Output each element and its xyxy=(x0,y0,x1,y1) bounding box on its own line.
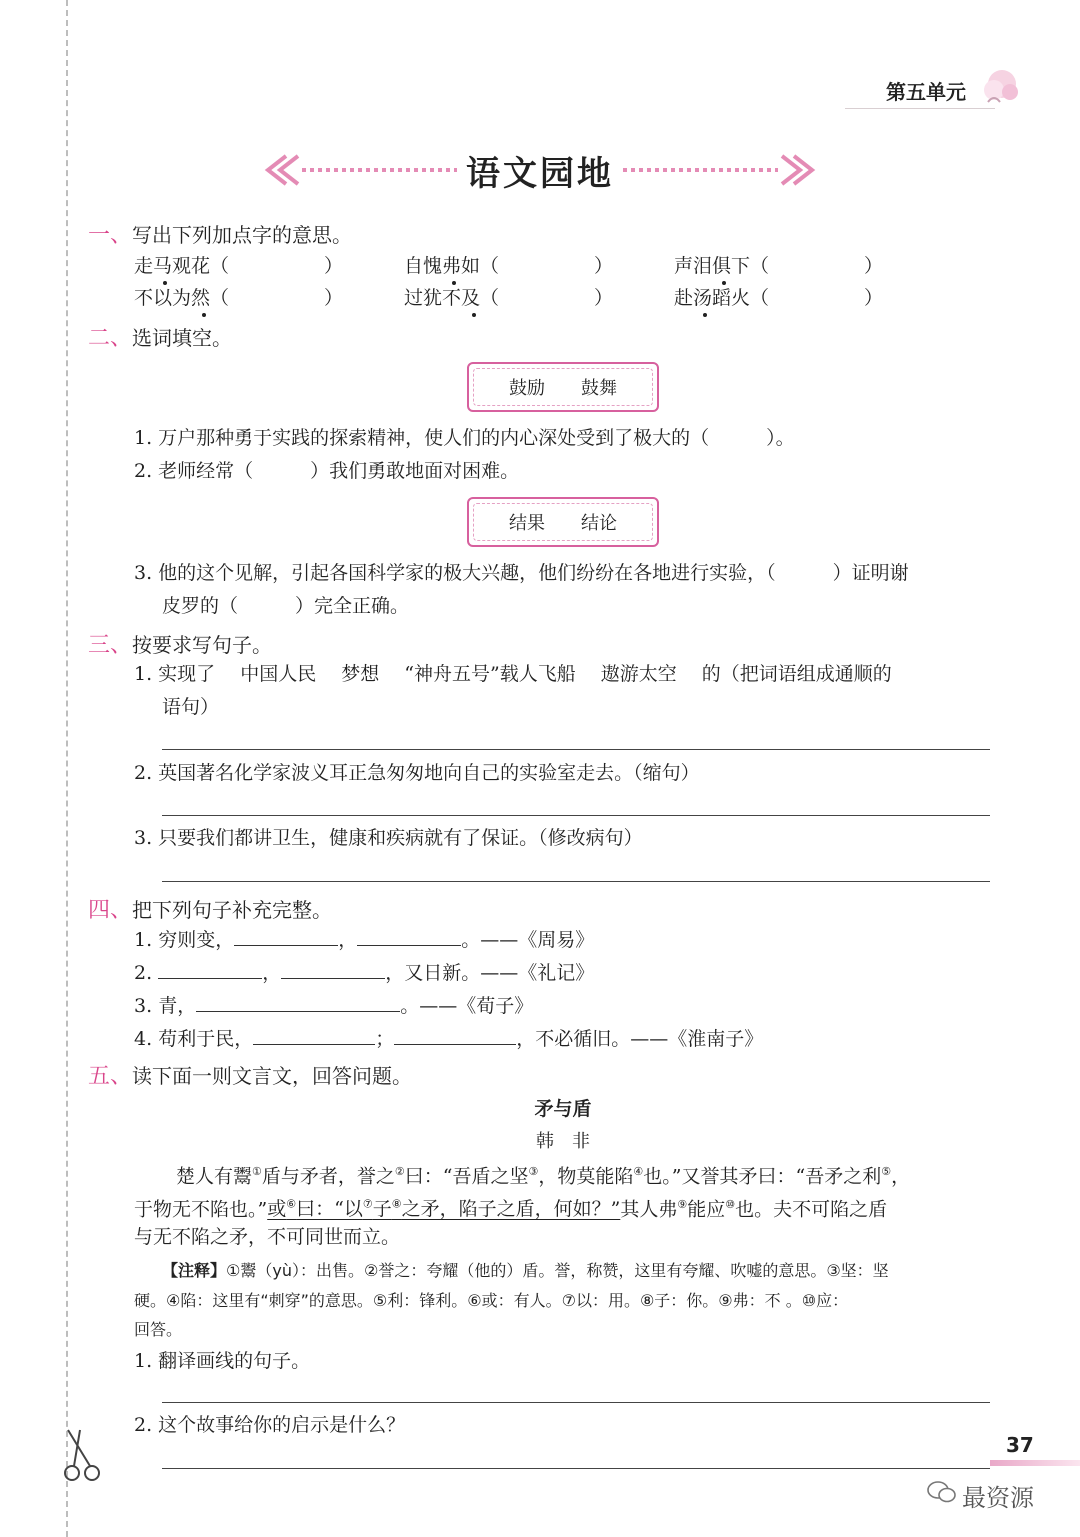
note-marker: ① xyxy=(252,1165,262,1178)
page-title-banner xyxy=(262,146,818,194)
idiom-word: 赴汤蹈火 xyxy=(674,287,751,309)
section-instruction: 选词填空。 xyxy=(132,326,233,350)
underlined-sentence: 或⑥曰：“以⑦子⑧之矛，陷子之盾，何如？” xyxy=(267,1198,621,1221)
idiom-item xyxy=(134,251,343,281)
note-marker: ③ xyxy=(528,1165,539,1178)
idiom-word: 不以为然 xyxy=(134,287,211,309)
answer-line[interactable] xyxy=(162,815,990,816)
section-number: 四、 xyxy=(88,898,133,923)
idiom-word: 走马观花 xyxy=(134,255,211,277)
note-marker: ⑩ xyxy=(725,1198,736,1211)
right-arrow-decoration-icon xyxy=(618,152,818,188)
passage-line: 楚人有鬻①盾与矛者，誉之②曰：“吾盾之坚③，物莫能陷④也。”又誉其矛曰：“吾矛之利⑤， xyxy=(176,1165,911,1188)
source-text: 。——《荀子》 xyxy=(400,995,534,1017)
question-text: 语句） xyxy=(162,696,220,718)
sentence-text: ， xyxy=(338,929,358,951)
answer-line[interactable] xyxy=(162,881,990,882)
fill-blank[interactable] xyxy=(394,1026,516,1045)
word-option: 鼓励 xyxy=(509,378,545,399)
source-text: ，不必循旧。——《淮南子》 xyxy=(516,1028,764,1050)
idiom-word: 过犹不及 xyxy=(404,287,481,309)
question-number: 4. xyxy=(134,1028,153,1050)
word-option: 鼓舞 xyxy=(581,378,617,399)
page-number: 37 xyxy=(1006,1433,1034,1457)
section-instruction: 读下面一则文言文，回答问题。 xyxy=(132,1064,413,1088)
note-marker: ⑥ xyxy=(286,1198,297,1211)
answer-line[interactable] xyxy=(162,1402,990,1403)
passage-author: 韩 非 xyxy=(536,1131,590,1152)
passage-line: 与无不陷之矛，不可同世而立。 xyxy=(134,1226,401,1248)
question-text: 1. 实现了 中国人民 梦想 “神舟五号”载人飞船 遨游太空 的（把词语组成通顺的 xyxy=(134,663,892,685)
question-text: 2. 老师经常（ ）我们勇敢地面对困难。 xyxy=(134,460,520,482)
fill-blank[interactable] xyxy=(196,993,400,1012)
word-choice-box xyxy=(467,497,659,547)
answer-paren: （ ） xyxy=(210,255,344,277)
section-number: 五、 xyxy=(88,1064,133,1089)
unit-underline xyxy=(845,108,995,109)
idiom-item xyxy=(404,283,613,313)
source-text: 。——《周易》 xyxy=(461,929,595,951)
page-title: 语文园地 xyxy=(466,154,614,194)
passage-title: 矛与盾 xyxy=(534,1098,592,1120)
word-option: 结果 xyxy=(509,513,545,534)
section-1-heading xyxy=(88,218,352,249)
idiom-item xyxy=(674,251,883,281)
fill-blank[interactable] xyxy=(281,960,385,979)
question-text: 2. 这个故事给你的启示是什么？ xyxy=(134,1414,406,1436)
passage-line: 于物无不陷也。”或⑥曰：“以⑦子⑧之矛，陷子之盾，何如？”其人弗⑨能应⑩也。夫不可陷之盾 xyxy=(134,1198,888,1221)
fill-blank[interactable] xyxy=(253,1026,375,1045)
unit-label: 第五单元 xyxy=(886,80,966,104)
note-marker: ④ xyxy=(633,1165,644,1178)
word-option: 结论 xyxy=(581,513,617,534)
fill-sentence xyxy=(134,925,594,955)
sentence-text: 穷则变， xyxy=(158,929,235,951)
question-text: 2. 英国著名化学家波义耳正急匆匆地向自己的实验室走去。（缩句） xyxy=(134,762,700,784)
section-instruction: 写出下列加点字的意思。 xyxy=(132,223,353,247)
question-number: 1. xyxy=(134,929,153,951)
annotation-line: 【注释】①鬻（yù）：出售。②誉之：夸耀（他的）盾。誉，称赞，这里有夸耀、吹嘘的意思。③坚：坚 xyxy=(162,1261,889,1280)
answer-line[interactable] xyxy=(162,1468,990,1469)
sentence-text: ， xyxy=(262,962,282,984)
section-number: 一、 xyxy=(88,223,133,248)
fill-blank[interactable] xyxy=(234,927,338,946)
annotation-line: 硬。④陷：这里有“刺穿”的意思。⑤利：锋利。⑥或：有人。⑦以：用。⑧子：你。⑨弗：不 。⑩应： xyxy=(134,1291,849,1310)
watermark-text: 最资源 xyxy=(962,1484,1034,1512)
sentence-text: 青， xyxy=(158,995,197,1017)
idiom-item xyxy=(134,283,343,313)
question-text: 1. 翻译画线的句子。 xyxy=(134,1350,311,1372)
question-number: 3. xyxy=(134,995,153,1017)
fill-blank[interactable] xyxy=(158,960,262,979)
section-4-heading xyxy=(88,893,332,924)
word-choice-box xyxy=(467,362,659,412)
page-number-bar xyxy=(990,1460,1080,1466)
note-marker: ② xyxy=(394,1165,405,1178)
fill-sentence xyxy=(134,1024,763,1054)
idiom-word: 自愧弗如 xyxy=(404,255,481,277)
fill-sentence xyxy=(134,991,533,1021)
section-instruction: 把下列句子补充完整。 xyxy=(132,898,333,922)
section-5-heading xyxy=(88,1059,412,1090)
section-instruction: 按要求写句子。 xyxy=(132,633,273,657)
idiom-item xyxy=(674,283,883,313)
section-3-heading xyxy=(88,628,272,659)
annotation-label: 【注释】 xyxy=(162,1261,227,1280)
cut-guide-line xyxy=(66,0,68,1537)
question-text: 1. 万户那种勇于实践的探索精神，使人们的内心深处受到了极大的（ ）。 xyxy=(134,427,795,449)
fill-blank[interactable] xyxy=(357,927,461,946)
note-marker: ⑨ xyxy=(677,1198,688,1211)
sentence-text: 苟利于民， xyxy=(158,1028,254,1050)
section-number: 二、 xyxy=(88,326,133,351)
answer-paren: （ ） xyxy=(480,287,614,309)
answer-paren: （ ） xyxy=(480,255,614,277)
idiom-word: 声泪俱下 xyxy=(674,255,751,277)
idiom-item xyxy=(404,251,613,281)
note-marker: ⑤ xyxy=(881,1165,892,1178)
question-text: 3. 只要我们都讲卫生，健康和疾病就有了保证。（修改病句） xyxy=(134,827,643,849)
section-2-heading xyxy=(88,321,232,352)
note-marker: ⑦ xyxy=(362,1198,373,1211)
note-marker: ⑧ xyxy=(391,1198,402,1211)
source-text: ，又日新。——《礼记》 xyxy=(385,962,595,984)
answer-paren: （ ） xyxy=(750,255,884,277)
section-number: 三、 xyxy=(88,633,133,658)
question-text: 皮罗的（ ）完全正确。 xyxy=(162,595,410,617)
annotation-line: 回答。 xyxy=(134,1320,183,1339)
wechat-icon xyxy=(926,1480,956,1504)
flower-decoration-icon xyxy=(978,64,1024,110)
answer-paren: （ ） xyxy=(750,287,884,309)
question-text: 3. 他的这个见解，引起各国科学家的极大兴趣，他们纷纷在各地进行实验，（ ）证明谢 xyxy=(134,562,909,584)
question-number: 2. xyxy=(134,962,153,984)
fill-sentence xyxy=(134,958,594,988)
sentence-text: ； xyxy=(375,1028,395,1050)
scissors-icon xyxy=(60,1428,104,1484)
answer-paren: （ ） xyxy=(210,287,344,309)
answer-line[interactable] xyxy=(162,749,990,750)
